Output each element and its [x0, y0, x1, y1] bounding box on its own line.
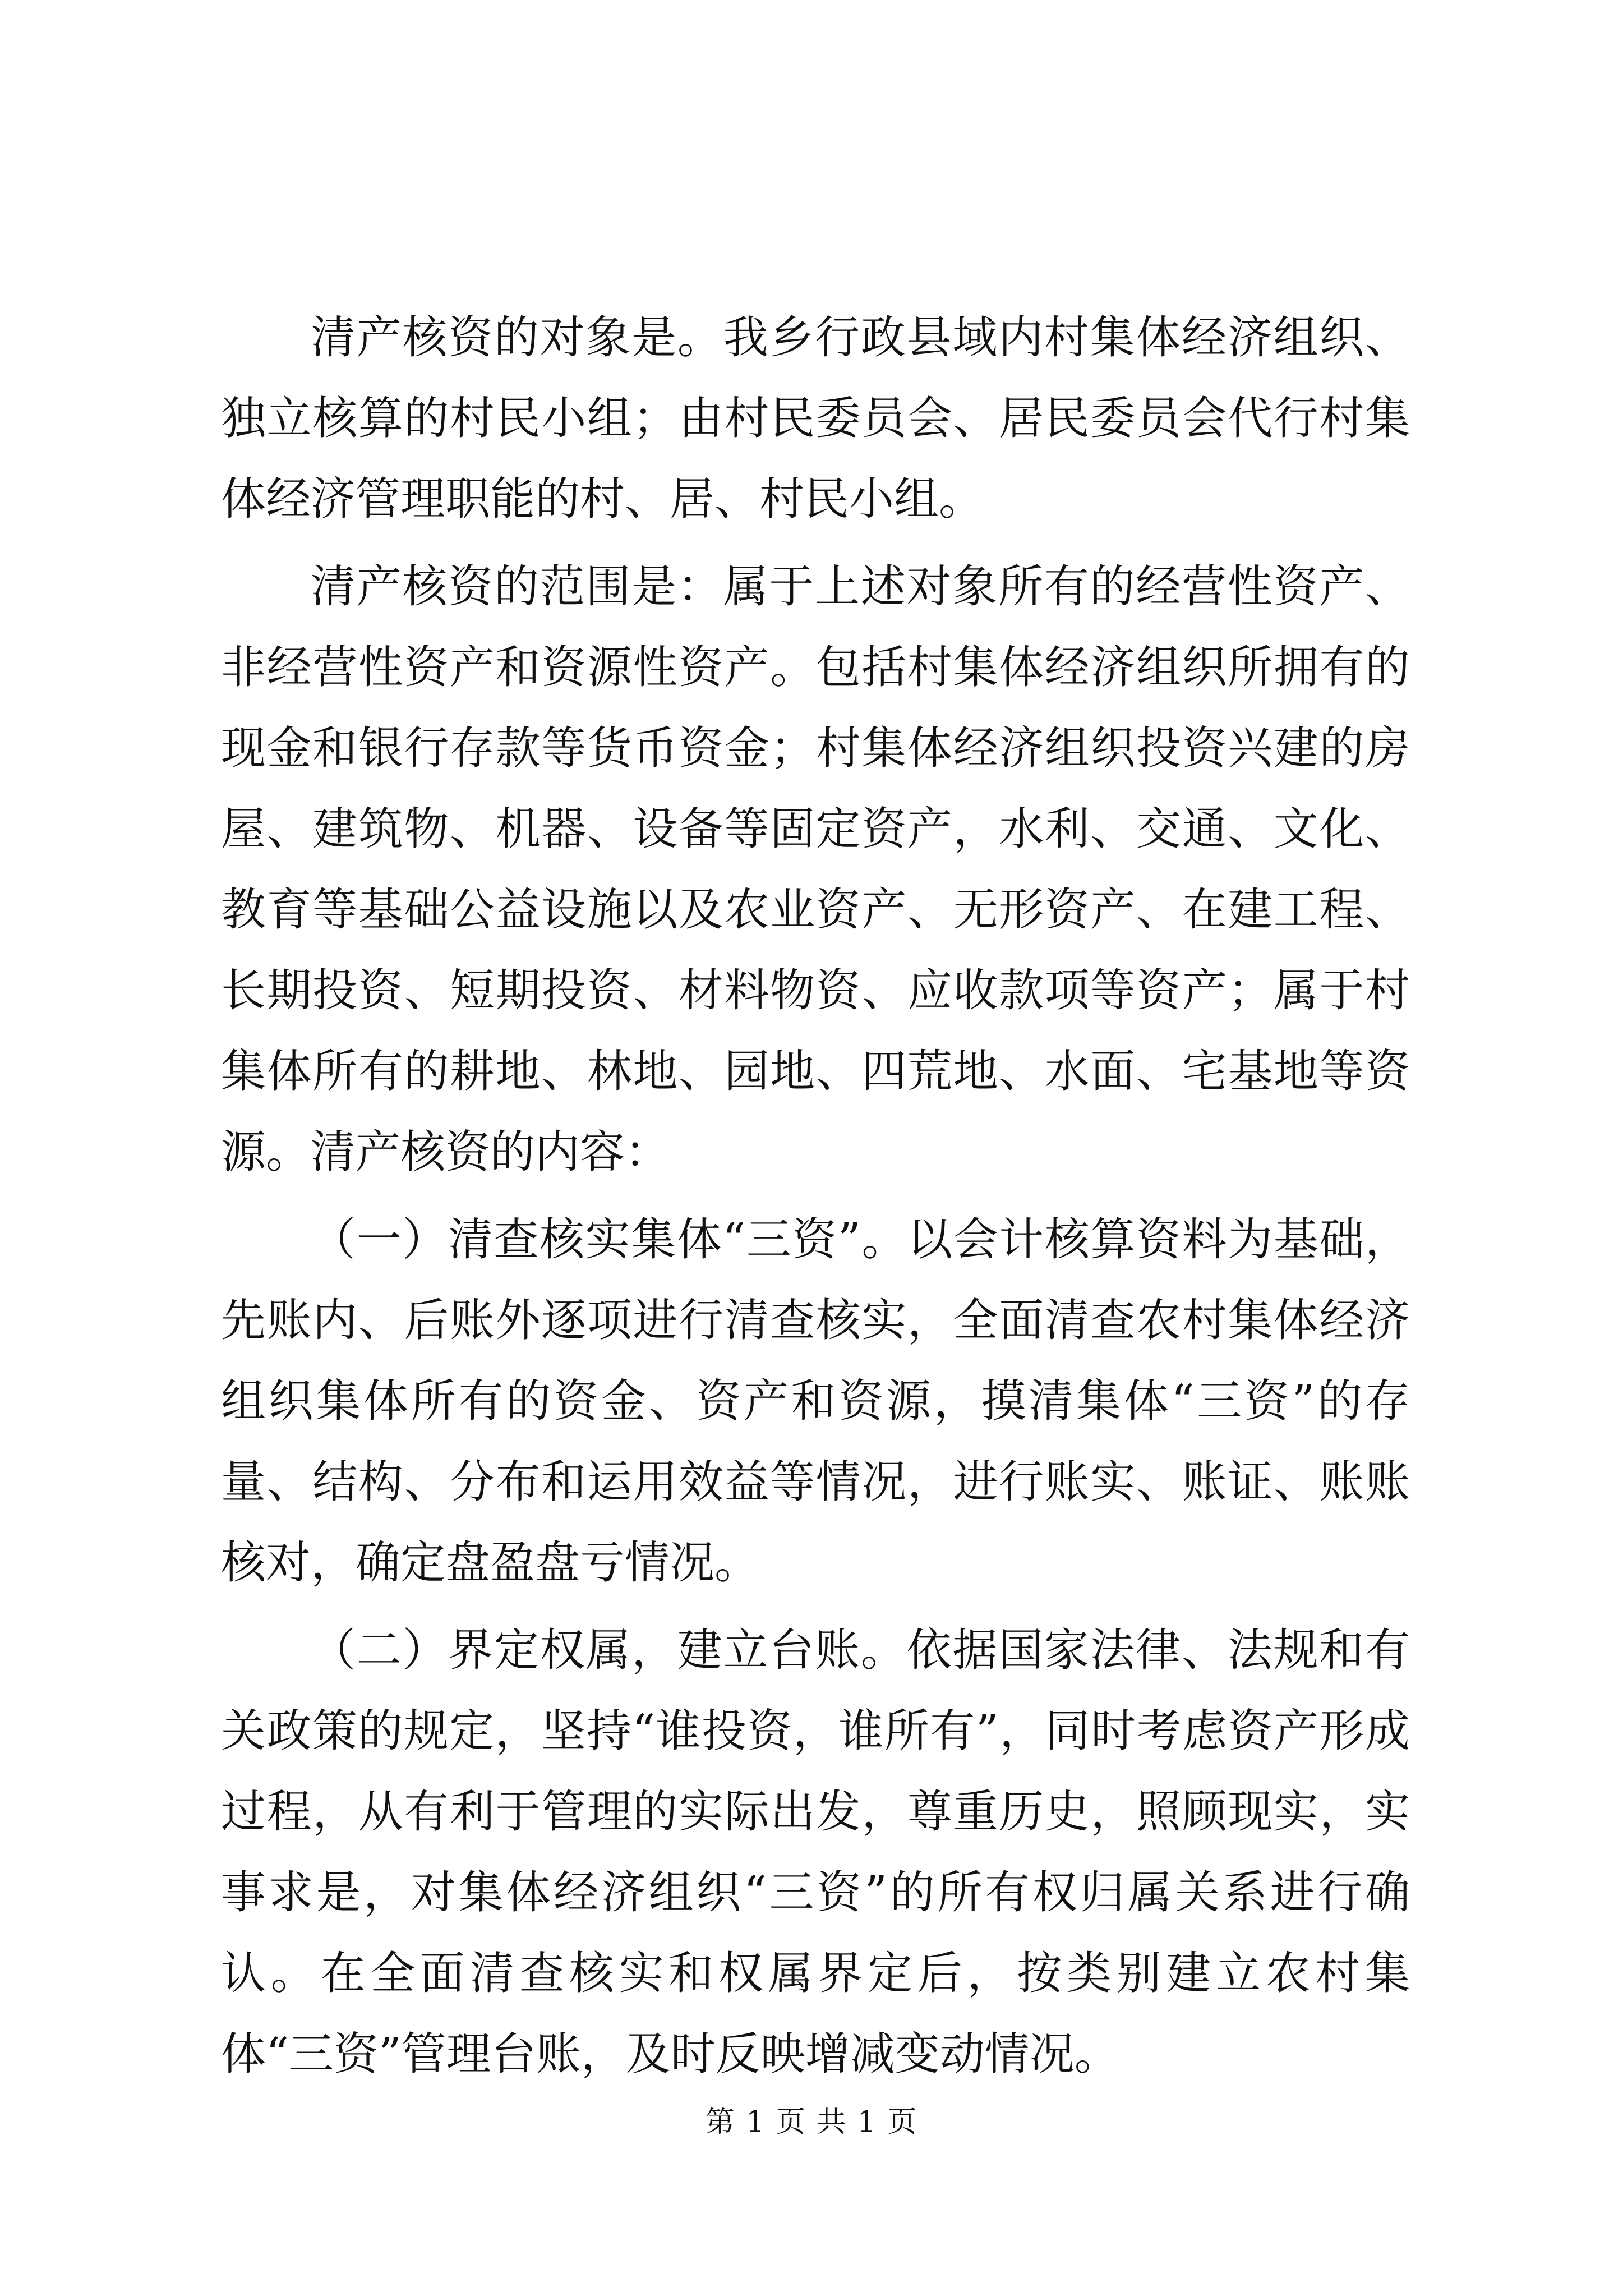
paragraph-item-1: （一）清查核实集体“三资”。以会计核算资料为基础，先账内、后账外逐项进行清查核实，全面清查农村集体经济组织集体所有的资金、资产和资源，摸清集体“三资”的存量、结构、分布和运用效益等情况，进行账实、账证、账账核对，确定盘盈盘亏情况。 — [221, 1213, 1410, 1589]
paragraph-scope-objects: 清产核资的对象是。我乡行政县域内村集体经济组织、独立核算的村民小组；由村民委员会、居民委员会代行村集体经济管理职能的村、居、村民小组。 — [221, 311, 1410, 525]
paragraph-item-2: （二）界定权属，建立台账。依据国家法律、法规和有关政策的规定，坚持“谁投资，谁所有”，同时考虑资产形成过程，从有利于管理的实际出发，尊重历史，照顾现实，实事求是，对集体经济组织“三资”的所有权归属关系进行确认。在全面清查核实和权属界定后，按类别建立农村集体“三资”管理台账，及时反映增减变动情况。 — [221, 1624, 1410, 2080]
document-body — [221, 297, 1410, 2101]
paragraph-scope-range: 清产核资的范围是：属于上述对象所有的经营性资产、非经营性资产和资源性资产。包括村集体经济组织所拥有的现金和银行存款等货币资金；村集体经济组织投资兴建的房屋、建筑物、机器、设备等固定资产，水利、交通、文化、教育等基础公益设施以及农业资产、无形资产、在建工程、长期投资、短期投资、材料物资、应收款项等资产；属于村集体所有的耕地、林地、园地、四荒地、水面、宅基地等资源。清产核资的内容： — [221, 560, 1410, 1178]
page-number-footer: 第 1 页 共 1 页 — [705, 2105, 918, 2139]
